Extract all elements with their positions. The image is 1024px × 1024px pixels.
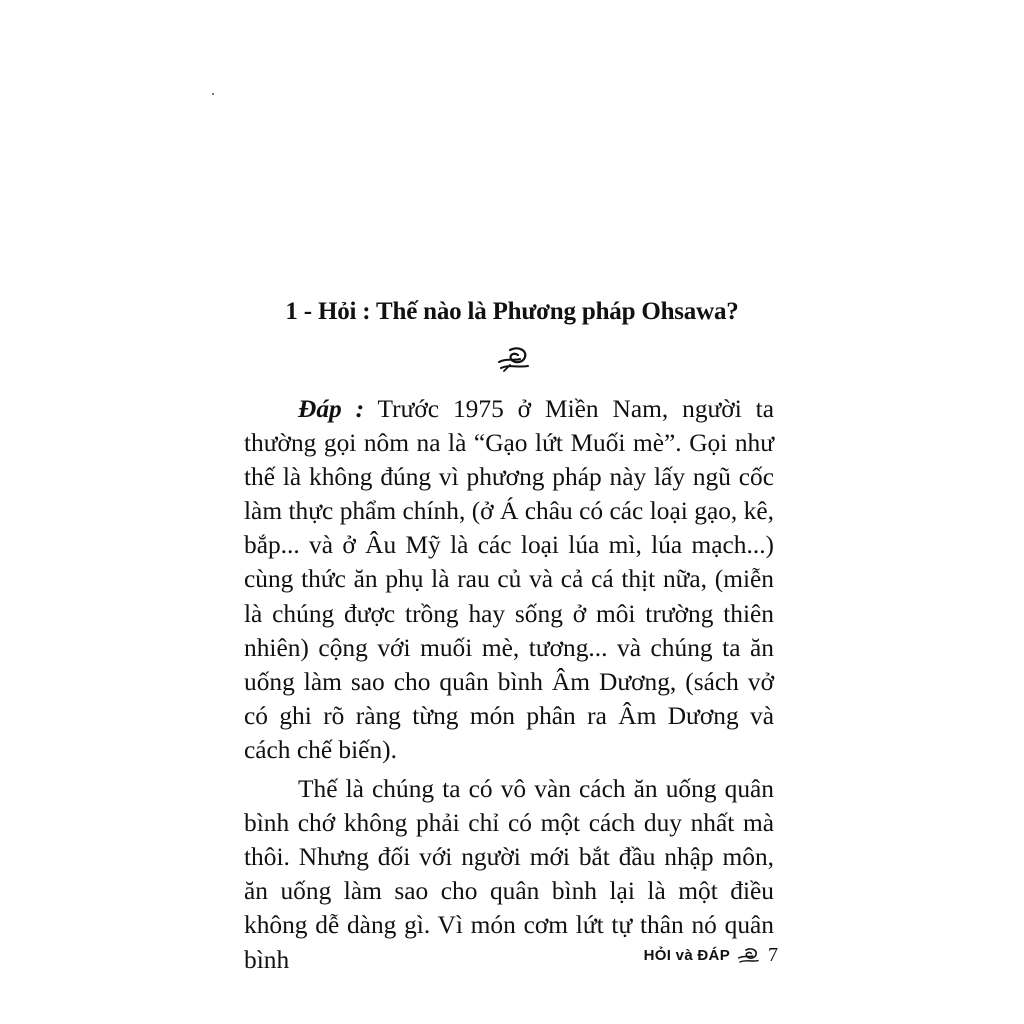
footer-label: HỎI và ĐÁP — [643, 947, 730, 964]
running-footer — [644, 944, 778, 967]
speck — [212, 93, 214, 95]
page-number: 7 — [768, 944, 778, 966]
swirl-ornament-icon — [734, 946, 762, 966]
swirl-ornament-icon — [496, 344, 530, 374]
answer-paragraph-2: Thế là chúng ta có vô vàn cách ăn uống quân bình chớ không phải chỉ có một cách duy nhất mà thôi. Nhưng đối với người mới bắt đầu nhập môn, ăn uống làm sao cho quân bình lại là một điều không dễ dàng gì. Vì món cơm lứt tự thân nó quân bình — [244, 775, 774, 974]
answer-lead: Đáp : — [298, 395, 365, 423]
question-heading: 1 - Hỏi : Thế nào là Phương pháp Ohsawa? — [285, 298, 739, 325]
answer-paragraph-1 — [244, 392, 774, 767]
answer-paragraph-1-text: Trước 1975 ở Miền Nam, người ta thường gọi nôm na là “Gạo lứt Muối mè”. Gọi như thế là không đúng vì phương pháp này lấy ngũ cốc làm thực phẩm chính, (ở Á châu có các loại gạo, kê, bắp... và ở Âu Mỹ là các loại lúa mì, lúa mạch...) cùng thức ăn phụ là rau củ và cả cá thịt nữa, (miễn là chúng được trồng hay sống ở môi trường thiên nhiên) cộng với muối mè, tương... và chúng ta ăn uống làm sao cho quân bình Âm Dương, (sách vở có ghi rõ ràng từng món phân ra Âm Dương và cách chế biến). — [244, 395, 774, 764]
answer-body — [244, 392, 774, 977]
